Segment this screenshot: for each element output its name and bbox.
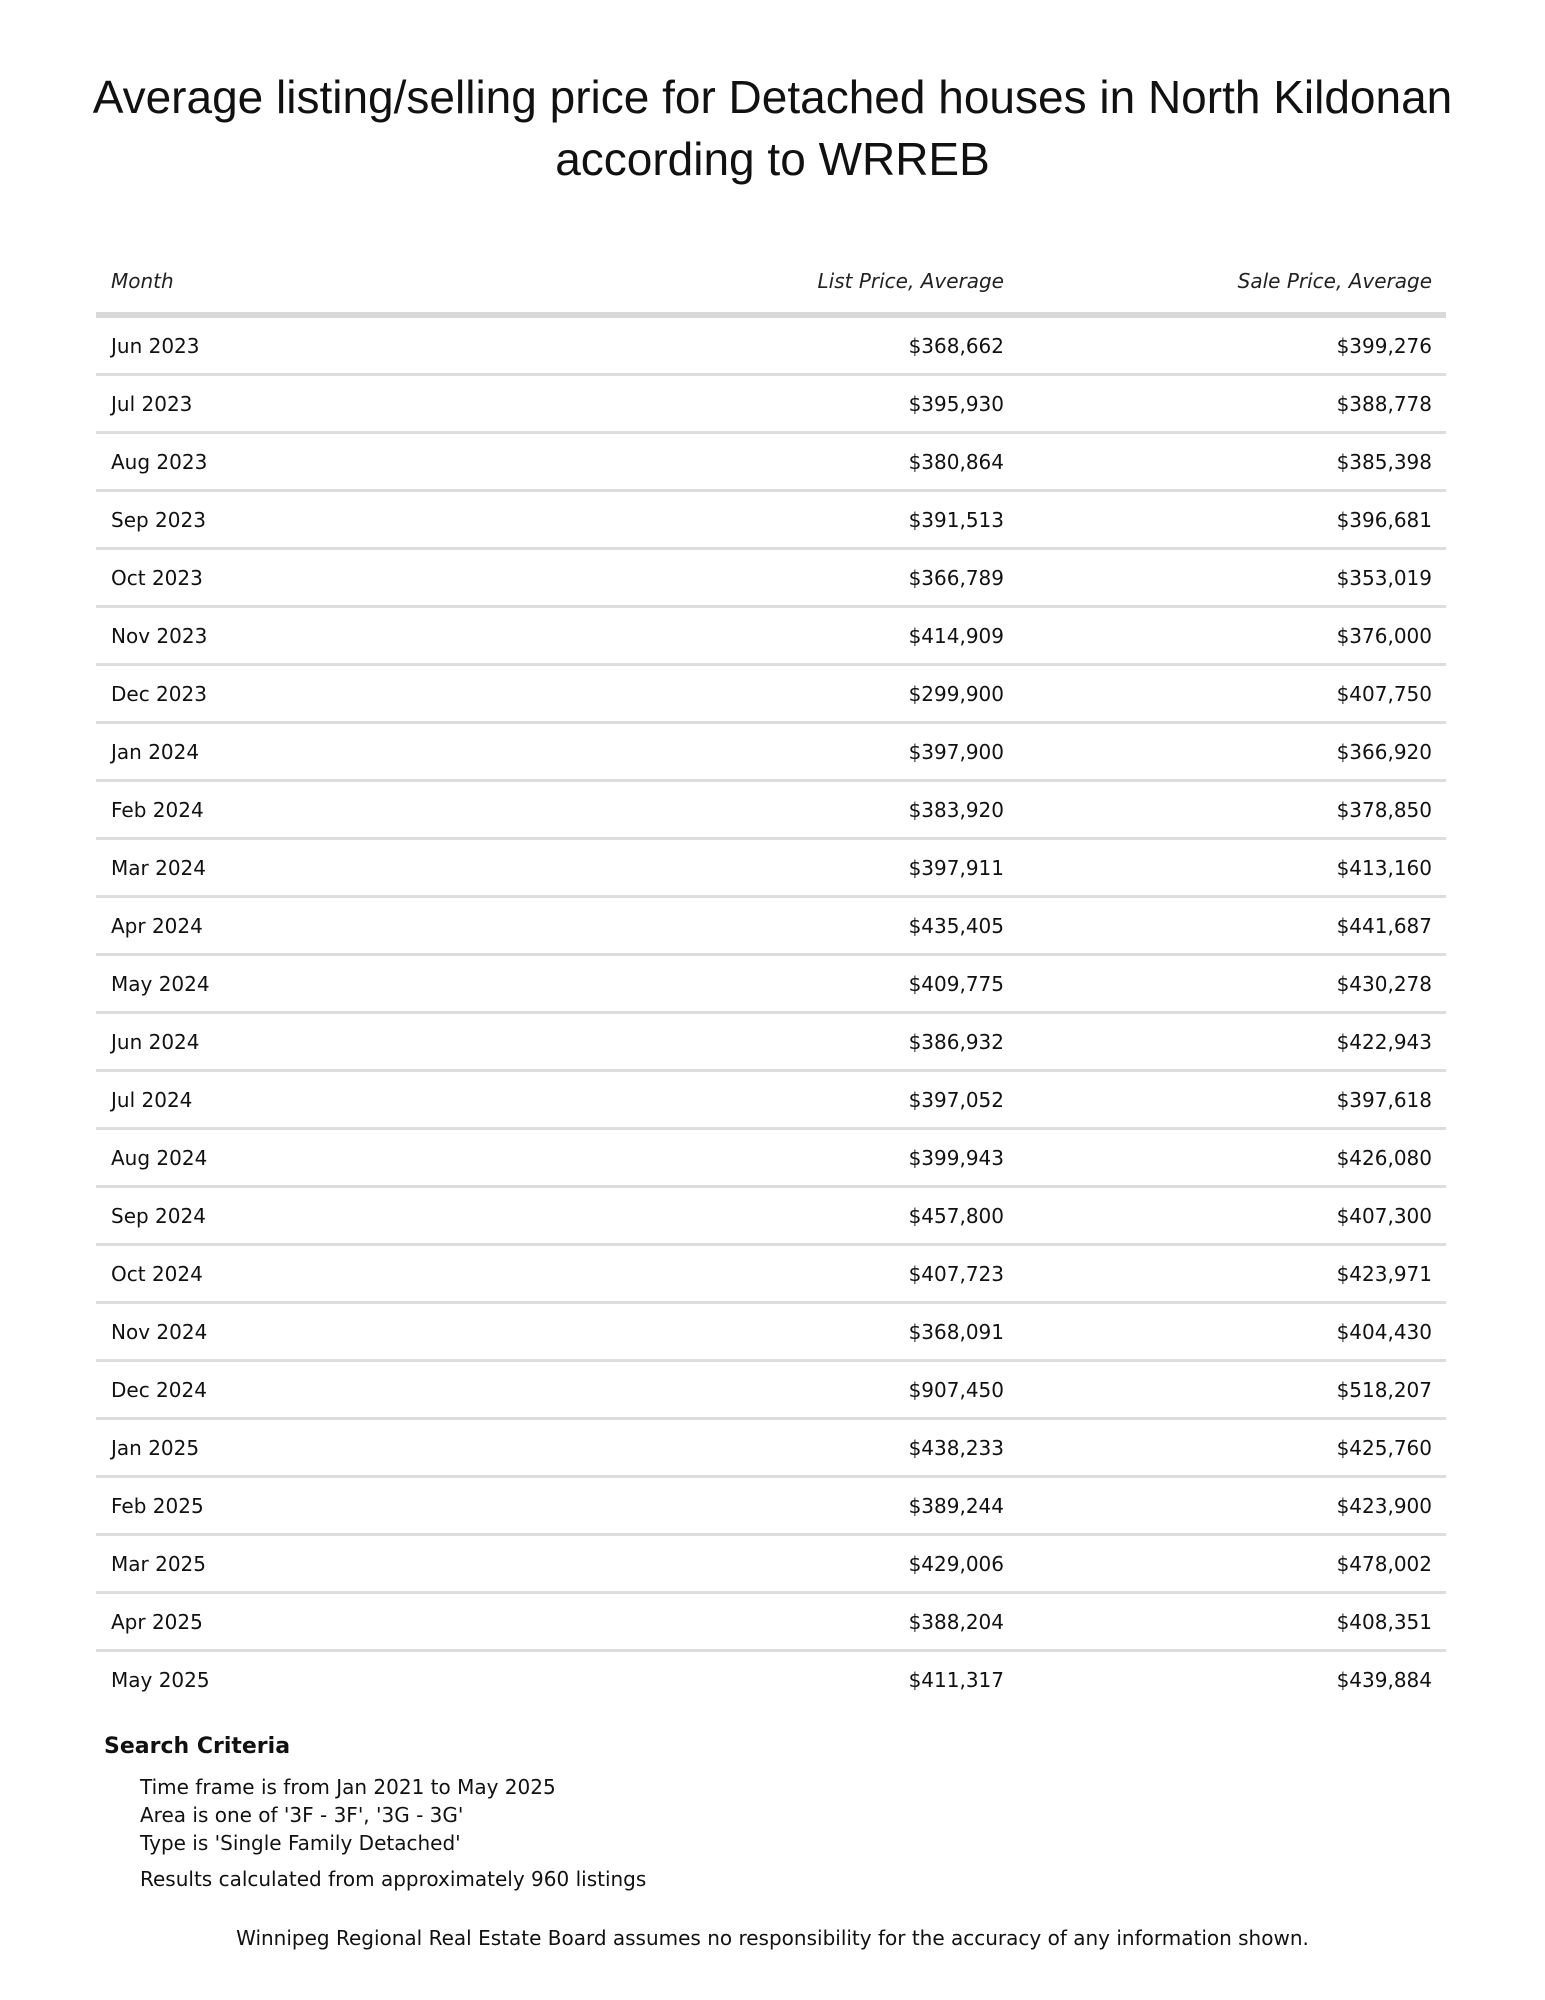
cell-list-price: $435,405 xyxy=(908,913,1004,938)
cell-month: Feb 2024 xyxy=(111,797,204,822)
cell-list-price: $411,317 xyxy=(908,1667,1004,1692)
cell-sale-price: $430,278 xyxy=(1336,971,1432,996)
cell-month: Jan 2024 xyxy=(111,739,200,764)
cell-list-price: $388,204 xyxy=(908,1609,1004,1634)
cell-sale-price: $413,160 xyxy=(1336,855,1432,880)
table-row xyxy=(96,666,1446,724)
criteria-heading: Search Criteria xyxy=(104,1734,291,1759)
table-row xyxy=(96,1130,1446,1188)
cell-month: Apr 2025 xyxy=(111,1609,203,1634)
cell-month: Nov 2024 xyxy=(111,1319,208,1344)
cell-list-price: $397,052 xyxy=(908,1087,1004,1112)
cell-sale-price: $366,920 xyxy=(1336,739,1432,764)
table-row xyxy=(96,1246,1446,1304)
cell-sale-price: $396,681 xyxy=(1336,507,1432,532)
cell-list-price: $395,930 xyxy=(908,391,1004,416)
table-row xyxy=(96,608,1446,666)
cell-list-price: $409,775 xyxy=(908,971,1004,996)
table-row xyxy=(96,1362,1446,1420)
table-row xyxy=(96,724,1446,782)
table-row xyxy=(96,1188,1446,1246)
table-row xyxy=(96,1072,1446,1130)
page-title: Average listing/selling price for Detached houses in North Kildonan according to WRREB xyxy=(92,71,1453,185)
table-row xyxy=(96,1014,1446,1072)
cell-month: Jul 2023 xyxy=(111,391,193,416)
table-row xyxy=(96,318,1446,376)
cell-month: Feb 2025 xyxy=(111,1493,204,1518)
cell-sale-price: $426,080 xyxy=(1336,1145,1432,1170)
table-row xyxy=(96,1536,1446,1594)
cell-month: Dec 2024 xyxy=(111,1377,207,1402)
price-table xyxy=(96,250,1446,1707)
table-row xyxy=(96,1594,1446,1652)
cell-list-price: $414,909 xyxy=(908,623,1004,648)
criteria-line: Area is one of '3F - 3F', '3G - 3G' xyxy=(140,1803,464,1827)
table-row xyxy=(96,1420,1446,1478)
cell-list-price: $368,662 xyxy=(908,333,1004,358)
criteria-note: Results calculated from approximately 960 listings xyxy=(140,1867,647,1891)
cell-list-price: $457,800 xyxy=(908,1203,1004,1228)
cell-sale-price: $425,760 xyxy=(1336,1435,1432,1460)
cell-month: Oct 2024 xyxy=(111,1261,203,1286)
cell-sale-price: $385,398 xyxy=(1336,449,1432,474)
cell-list-price: $429,006 xyxy=(908,1551,1004,1576)
table-row xyxy=(96,550,1446,608)
cell-sale-price: $376,000 xyxy=(1336,623,1432,648)
criteria-line: Type is 'Single Family Detached' xyxy=(140,1831,461,1855)
cell-month: Nov 2023 xyxy=(111,623,208,648)
cell-list-price: $438,233 xyxy=(908,1435,1004,1460)
header-list-price: List Price, Average xyxy=(817,269,1004,293)
cell-list-price: $368,091 xyxy=(908,1319,1004,1344)
cell-sale-price: $407,750 xyxy=(1336,681,1432,706)
table-row xyxy=(96,1652,1446,1707)
cell-sale-price: $407,300 xyxy=(1336,1203,1432,1228)
cell-sale-price: $404,430 xyxy=(1336,1319,1432,1344)
table-row xyxy=(96,1478,1446,1536)
cell-month: Oct 2023 xyxy=(111,565,203,590)
cell-list-price: $391,513 xyxy=(908,507,1004,532)
table-body xyxy=(96,318,1446,1707)
cell-sale-price: $478,002 xyxy=(1336,1551,1432,1576)
cell-sale-price: $408,351 xyxy=(1336,1609,1432,1634)
cell-list-price: $407,723 xyxy=(908,1261,1004,1286)
cell-sale-price: $353,019 xyxy=(1336,565,1432,590)
header-sale-price: Sale Price, Average xyxy=(1237,269,1432,293)
cell-month: Dec 2023 xyxy=(111,681,207,706)
cell-sale-price: $388,778 xyxy=(1336,391,1432,416)
cell-month: Jul 2024 xyxy=(111,1087,193,1112)
cell-list-price: $389,244 xyxy=(908,1493,1004,1518)
cell-month: Aug 2024 xyxy=(111,1145,208,1170)
cell-sale-price: $441,687 xyxy=(1336,913,1432,938)
cell-month: Jun 2023 xyxy=(111,333,200,358)
cell-list-price: $299,900 xyxy=(908,681,1004,706)
cell-month: Jun 2024 xyxy=(111,1029,200,1054)
cell-month: Apr 2024 xyxy=(111,913,203,938)
table-row xyxy=(96,434,1446,492)
cell-sale-price: $423,900 xyxy=(1336,1493,1432,1518)
table-row xyxy=(96,492,1446,550)
cell-sale-price: $518,207 xyxy=(1336,1377,1432,1402)
table-row xyxy=(96,782,1446,840)
cell-sale-price: $422,943 xyxy=(1336,1029,1432,1054)
cell-month: Sep 2024 xyxy=(111,1203,206,1228)
cell-list-price: $397,911 xyxy=(908,855,1004,880)
disclaimer: Winnipeg Regional Real Estate Board assumes no responsibility for the accuracy of any information shown. xyxy=(236,1926,1309,1950)
cell-sale-price: $423,971 xyxy=(1336,1261,1432,1286)
table-row xyxy=(96,376,1446,434)
cell-sale-price: $399,276 xyxy=(1336,333,1432,358)
cell-sale-price: $439,884 xyxy=(1336,1667,1432,1692)
table-row xyxy=(96,898,1446,956)
cell-month: Mar 2024 xyxy=(111,855,206,880)
cell-month: Sep 2023 xyxy=(111,507,206,532)
cell-list-price: $399,943 xyxy=(908,1145,1004,1170)
cell-list-price: $380,864 xyxy=(908,449,1004,474)
cell-list-price: $907,450 xyxy=(908,1377,1004,1402)
cell-month: May 2025 xyxy=(111,1667,210,1692)
search-criteria xyxy=(104,1734,1004,1893)
criteria-line: Time frame is from Jan 2021 to May 2025 xyxy=(140,1775,556,1799)
header-month: Month xyxy=(111,269,174,293)
criteria-list xyxy=(104,1773,1004,1857)
cell-list-price: $386,932 xyxy=(908,1029,1004,1054)
cell-month: May 2024 xyxy=(111,971,210,996)
cell-sale-price: $397,618 xyxy=(1336,1087,1432,1112)
cell-list-price: $366,789 xyxy=(908,565,1004,590)
cell-list-price: $397,900 xyxy=(908,739,1004,764)
table-row xyxy=(96,840,1446,898)
cell-month: Aug 2023 xyxy=(111,449,208,474)
cell-sale-price: $378,850 xyxy=(1336,797,1432,822)
cell-month: Mar 2025 xyxy=(111,1551,206,1576)
table-row xyxy=(96,1304,1446,1362)
cell-month: Jan 2025 xyxy=(111,1435,200,1460)
table-row xyxy=(96,956,1446,1014)
cell-list-price: $383,920 xyxy=(908,797,1004,822)
table-header xyxy=(96,250,1446,318)
